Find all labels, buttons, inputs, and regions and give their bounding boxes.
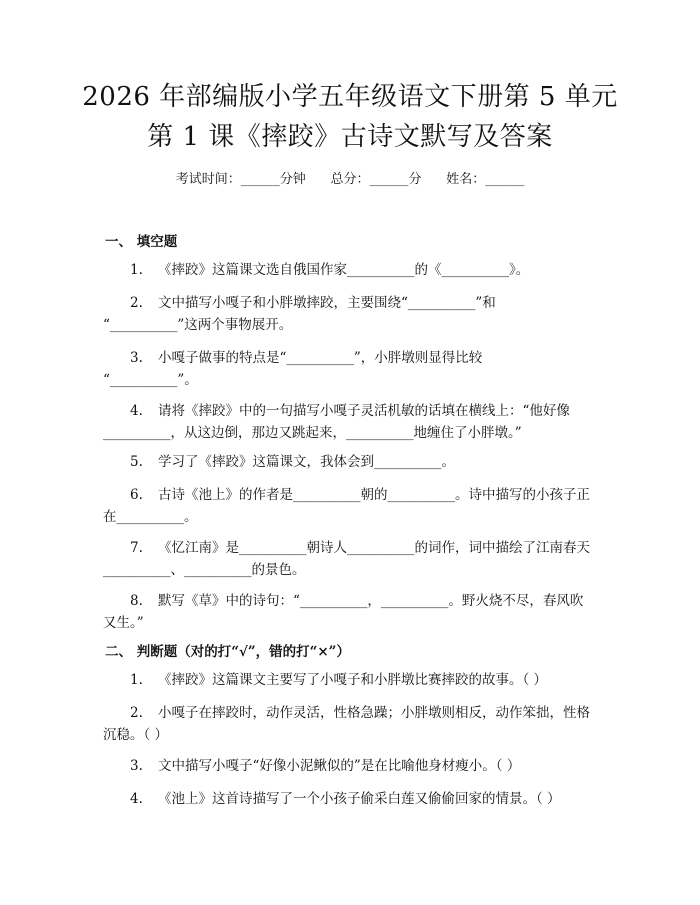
title-line-2: 第 1 课《摔跤》古诗文默写及答案 <box>147 122 553 152</box>
question-number: 1. <box>130 672 143 688</box>
question-number: 4. <box>130 403 143 419</box>
question-item <box>130 788 561 810</box>
question-text: 学习了《摔跤》这篇课文，我体会到__________。 <box>158 454 455 470</box>
question-text-continued: 又生。” <box>103 615 144 631</box>
question-text-continued: __________，从这边倒，那边又跳起来，__________地缠住了小胖墩。” <box>103 425 522 441</box>
question-item <box>130 755 520 777</box>
question-text: 《忆江南》是__________朝诗人__________的词作，词中描绘了江南春天 <box>158 540 590 556</box>
question-number: 7. <box>130 540 143 556</box>
question-number: 3. <box>130 350 143 366</box>
question-text-continued: 在__________。 <box>103 509 198 525</box>
question-text: 古诗《池上》的作者是__________朝的__________。诗中描写的小孩子正 <box>158 487 590 503</box>
question-number: 1. <box>130 262 143 278</box>
question-text-continued: 沉稳。（ ） <box>103 727 169 743</box>
question-item <box>130 347 482 369</box>
question-number: 5. <box>130 454 143 470</box>
question-text: 文中描写小嘎子和小胖墩摔跤，主要围绕“__________”和 <box>158 295 496 311</box>
question-item <box>130 292 496 314</box>
question-number: 2. <box>130 295 143 311</box>
question-number: 8. <box>130 593 143 609</box>
section-2-heading: 二、 判断题（对的打“√”，错的打“×”） <box>105 644 350 660</box>
question-text: 《摔跤》这篇课文主要写了小嘎子和小胖墩比赛摔跤的故事。（ ） <box>158 672 548 688</box>
question-item <box>130 451 455 473</box>
question-number: 6. <box>130 487 143 503</box>
question-item <box>130 484 590 506</box>
question-text: 请将《摔跤》中的一句描写小嘎子灵活机敏的话填在横线上：“他好像 <box>158 403 570 419</box>
question-number: 4. <box>130 791 143 807</box>
question-item <box>130 669 547 691</box>
question-text: 小嘎子做事的特点是“__________”，小胖墩则显得比较 <box>158 350 483 366</box>
question-text: 默写《草》中的诗句：“__________，__________。野火烧不尽，春风吹 <box>158 593 584 609</box>
question-text: 文中描写小嘎子“好像小泥鳅似的”是在比喻他身材瘦小。（ ） <box>158 758 521 774</box>
question-number: 2. <box>130 705 143 721</box>
question-number: 3. <box>130 758 143 774</box>
question-text-continued: “__________”。 <box>103 372 198 388</box>
question-item <box>130 400 570 422</box>
question-item <box>130 590 583 612</box>
question-text-continued: “__________”这两个事物展开。 <box>103 317 293 333</box>
question-text: 《摔跤》这篇课文选自俄国作家__________的《__________》。 <box>158 262 530 278</box>
question-item <box>130 702 590 724</box>
question-item <box>130 537 590 559</box>
question-item <box>130 259 529 281</box>
question-text: 《池上》这首诗描写了一个小孩子偷采白莲又偷偷回家的情景。（ ） <box>158 791 561 807</box>
question-text: 小嘎子在摔跤时，动作灵活，性格急躁；小胖墩则相反，动作笨拙，性格 <box>158 705 590 721</box>
section-1-heading: 一、 填空题 <box>105 234 178 250</box>
question-text-continued: __________、__________的景色。 <box>103 562 306 578</box>
title-line-1: 2026 年部编版小学五年级语文下册第 5 单元 <box>82 82 618 112</box>
exam-info: 考试时间：______分钟 总分：______分 姓名：______ <box>175 172 525 187</box>
